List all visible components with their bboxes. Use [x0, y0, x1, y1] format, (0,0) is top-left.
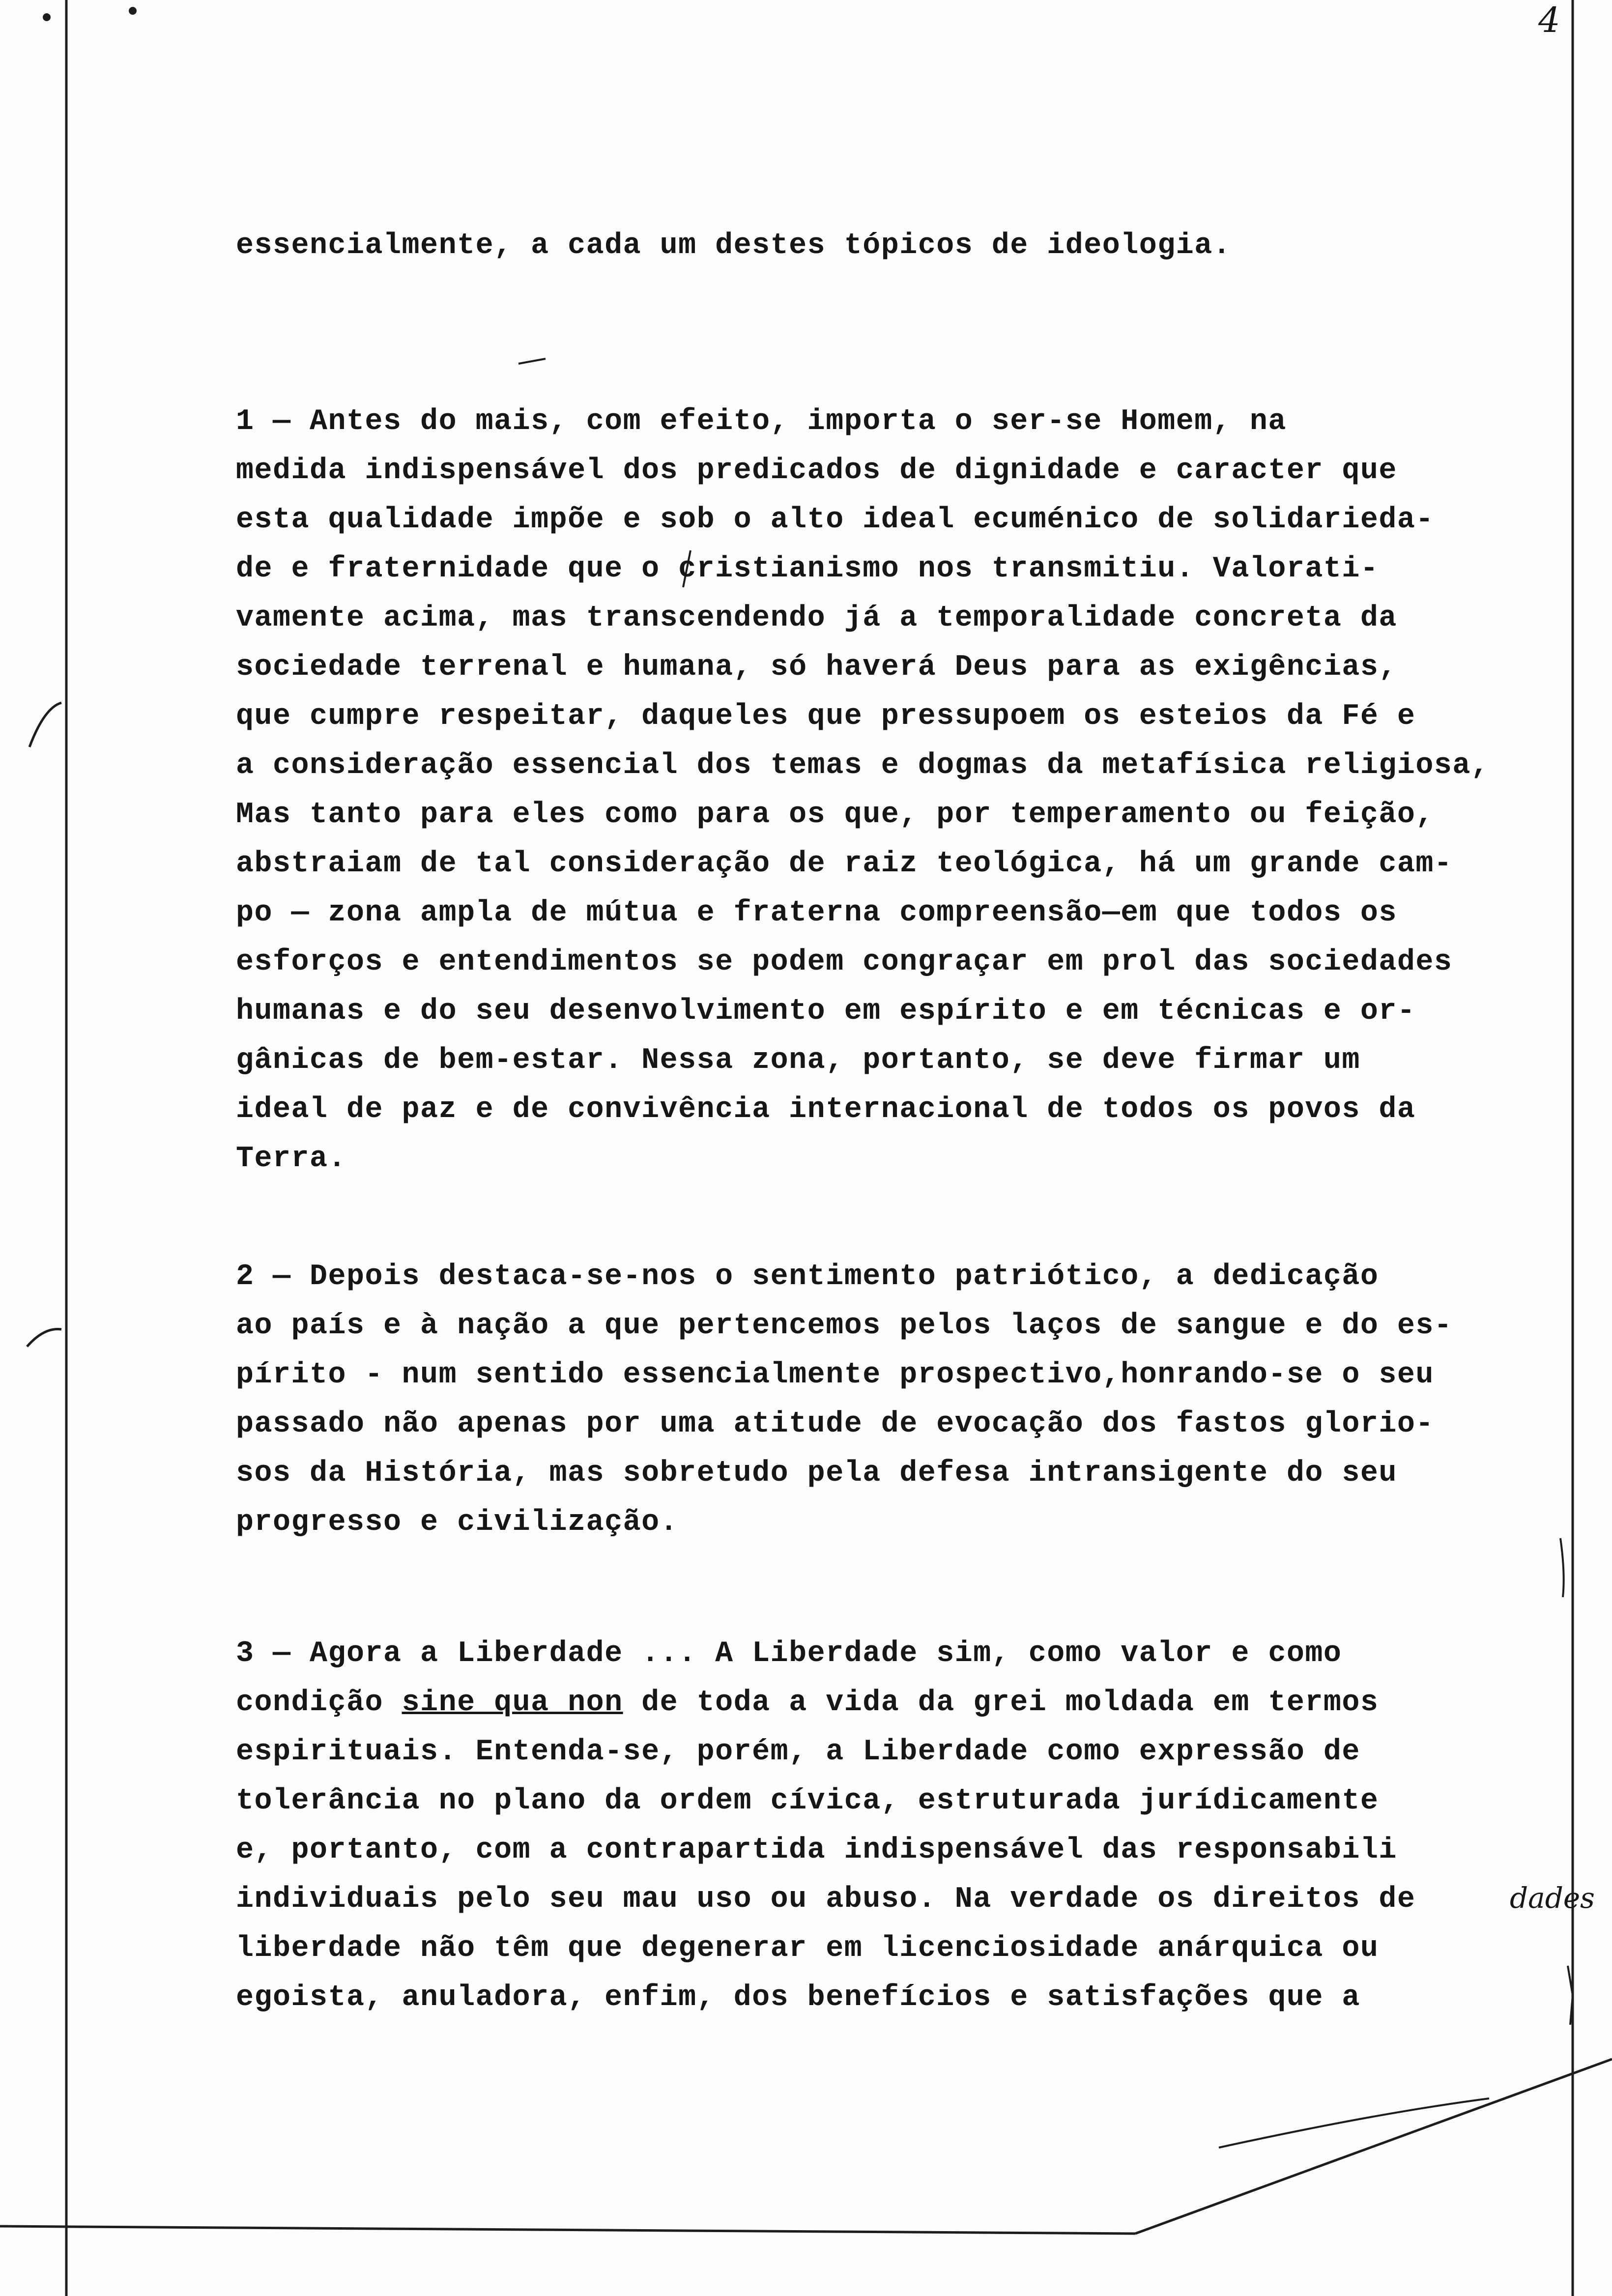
text-line: liberdade não têm que degenerar em licenciosidade anárquica ou: [236, 1932, 1379, 1965]
text-line: humanas e do seu desenvolvimento em espírito e em técnicas e or-: [236, 995, 1416, 1028]
text-line: passado não apenas por uma atitude de evocação dos fastos glorio-: [236, 1407, 1434, 1441]
text-line: 2 — Depois destaca-se-nos o sentimento patriótico, a dedicação: [236, 1260, 1379, 1293]
text-line: medida indispensável dos predicados de dignidade e caracter que: [236, 454, 1397, 488]
text-line: e, portanto, com a contrapartida indispensável das responsabili: [236, 1834, 1397, 1867]
paragraph-3-liberty: [236, 1629, 1553, 2022]
handwritten-margin-note: dades: [1510, 1881, 1595, 1915]
text-line: egoista, anuladora, enfim, dos benefícios e satisfações que a: [236, 1981, 1360, 2014]
text-line: ao país e à nação a que pertencemos pelos laços de sangue e do es-: [236, 1309, 1453, 1343]
text-line: Mas tanto para eles como para os que, por temperamento ou feição,: [236, 798, 1434, 832]
text-line: de e fraternidade que o cristianismo nos transmitiu. Valorati-: [236, 552, 1379, 586]
text-line: a consideração essencial dos temas e dogmas da metafísica religiosa,: [236, 749, 1490, 782]
text-line: gânicas de bem-estar. Nessa zona, portanto, se deve firmar um: [236, 1044, 1360, 1077]
text-line: tolerância no plano da ordem cívica, estruturada jurídicamente: [236, 1784, 1379, 1818]
text-line: Terra.: [236, 1142, 347, 1176]
text-line: ideal de paz e de convivência internacional de todos os povos da: [236, 1093, 1416, 1126]
text-line: espirituais. Entenda-se, porém, a Liberdade como expressão de: [236, 1735, 1360, 1769]
underlined-phrase: sine qua non: [402, 1686, 623, 1720]
text-line: vamente acima, mas transcendendo já a temporalidade concreta da: [236, 602, 1397, 635]
intro-line: [236, 221, 1553, 270]
text-fragment: condição: [236, 1686, 402, 1720]
text-line: esta qualidade impõe e sob o alto ideal ecuménico de solidarieda-: [236, 503, 1434, 537]
text-line: sos da História, mas sobretudo pela defesa intransigente do seu: [236, 1457, 1397, 1490]
text-line: po — zona ampla de mútua e fraterna compreensão—em que todos os: [236, 896, 1397, 930]
page-number: 4: [1538, 0, 1560, 40]
text-line: 3 — Agora a Liberdade ... A Liberdade sim, como valor e como: [236, 1637, 1342, 1670]
text-line: [236, 1678, 1553, 1727]
text-line: pírito - num sentido essencialmente prospectivo,honrando-se o seu: [236, 1358, 1434, 1392]
text-line: individuais pelo seu mau uso ou abuso. Na verdade os direitos de: [236, 1883, 1416, 1916]
text-line: 1 — Antes do mais, com efeito, importa o ser-se Homem, na: [236, 405, 1287, 438]
paragraph-1-humanity: [236, 397, 1553, 1183]
text-line: abstraiam de tal consideração de raiz teológica, há um grande cam-: [236, 847, 1453, 881]
paragraph-2-patriotism: [236, 1252, 1553, 1547]
text-line: progresso e civilização.: [236, 1506, 679, 1539]
text-line: sociedade terrenal e humana, só haverá Deus para as exigências,: [236, 651, 1397, 684]
text-line: esforços e entendimentos se podem congraçar em prol das sociedades: [236, 946, 1453, 979]
text-fragment: de toda a vida da grei moldada em termos: [623, 1686, 1379, 1720]
text-line: essencialmente, a cada um destes tópicos de ideologia.: [236, 229, 1232, 262]
text-line: que cumpre respeitar, daqueles que pressupoem os esteios da Fé e: [236, 700, 1416, 733]
